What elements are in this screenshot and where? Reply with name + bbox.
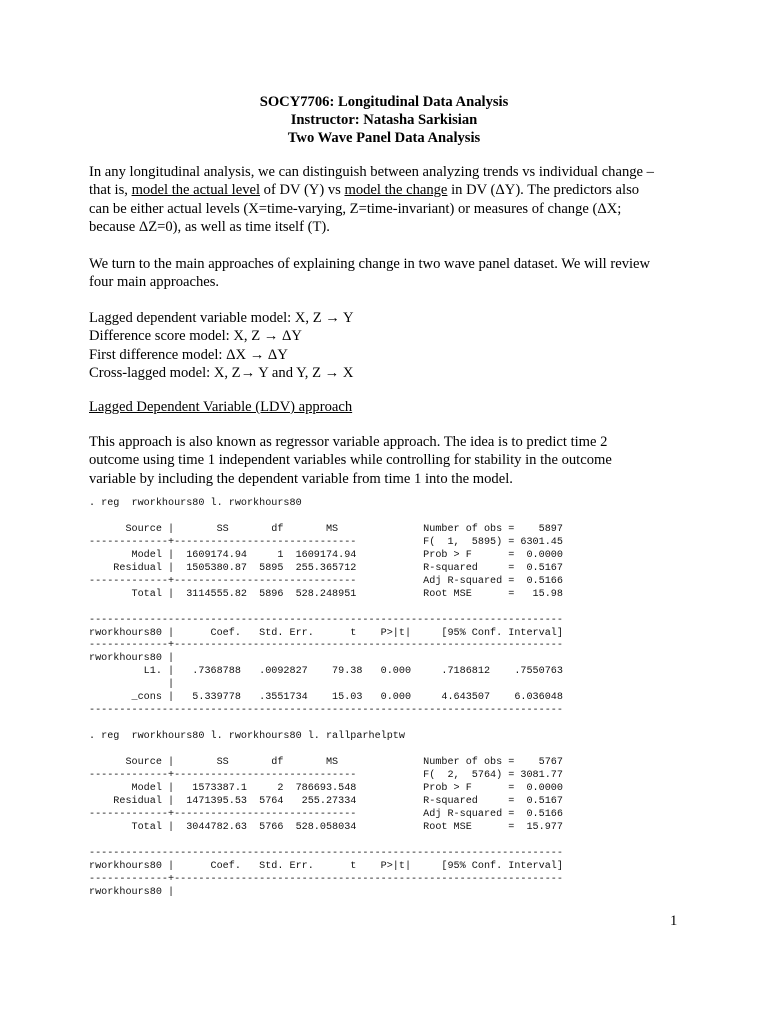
stata-output-line: Source | SS df MS Number of obs = 5897: [89, 523, 563, 535]
stata-output-line: rworkhours80 |: [89, 886, 175, 898]
intro-paragraph: [89, 163, 689, 236]
intro-line: [89, 181, 689, 199]
ldv-heading: Lagged Dependent Variable (LDV) approach: [89, 399, 353, 415]
stata-output-line: rworkhours80 | Coef. Std. Err. t P>|t| [95% Conf. Interval]: [89, 860, 563, 872]
stata-output-line: rworkhours80 |: [89, 653, 175, 665]
underlined-phrase-change: model the change: [344, 182, 448, 199]
intro-line: because ΔZ=0), as well as time itself (T).: [89, 218, 330, 235]
topic-title: Two Wave Panel Data Analysis: [287, 130, 481, 146]
stata-output-line: ------------------------------------------------------------------------------: [89, 705, 563, 717]
underlined-phrase-level: model the actual level: [131, 182, 261, 199]
model-item-difference-score: Difference score model: X, Z → ΔY: [89, 328, 302, 345]
model-item-first-difference: First difference model: ΔX → ΔY: [89, 346, 288, 363]
page-number: 1: [670, 913, 678, 929]
ldv-line: This approach is also known as regressor variable approach. The idea is to predict time 2: [89, 434, 608, 450]
stata-output-line: . reg rworkhours80 l. rworkhours80: [89, 498, 302, 509]
intro-text: of DV (Y) vs: [260, 182, 345, 199]
stata-output-line: Source | SS df MS Number of obs = 5767: [89, 757, 563, 769]
stata-output-line: -------------+----------------------------------------------------------------: [89, 640, 563, 652]
intro-text: in DV (ΔY). The predictors also: [447, 182, 640, 199]
intro-line: can be either actual levels (X=time-varying, Z=time-invariant) or measures of change (ΔX;: [89, 200, 622, 217]
stata-output-line: -------------+----------------------------------------------------------------: [89, 873, 563, 885]
model-item-cross-lagged: Cross-lagged model: X, Z→ Y and Y, Z → X: [89, 364, 354, 381]
stata-output-line: . reg rworkhours80 l. rworkhours80 l. rallparhelptw: [89, 731, 405, 743]
stata-output-line: Total | 3044782.63 5766 528.058034 Root MSE = 15.977: [89, 821, 563, 833]
stata-output-line: |: [89, 679, 175, 691]
stata-output-line: ------------------------------------------------------------------------------: [89, 614, 563, 626]
stata-output-line: -------------+------------------------------ F( 2, 5764) = 3081.77: [89, 770, 563, 782]
intro-text: that is,: [89, 182, 132, 199]
stata-output-line: rworkhours80 | Coef. Std. Err. t P>|t| [95% Conf. Interval]: [89, 627, 563, 639]
approaches-line: We turn to the main approaches of explaining change in two wave panel dataset. We will review: [89, 256, 651, 272]
document-header: [0, 93, 768, 147]
stata-output-line: -------------+------------------------------ F( 1, 5895) = 6301.45: [89, 536, 563, 548]
stata-output-line: Model | 1573387.1 2 786693.548 Prob > F = 0.0000: [89, 782, 563, 794]
stata-output-line: L1. | .7368788 .0092827 79.38 0.000 .7186812 .7550763: [89, 666, 563, 678]
stata-output-line: Total | 3114555.82 5896 528.248951 Root MSE = 15.98: [89, 588, 563, 600]
course-title: SOCY7706: Longitudinal Data Analysis: [259, 94, 509, 110]
ldv-line: variable by including the dependent variable from time 1 into the model.: [89, 470, 513, 487]
approaches-line: four main approaches.: [89, 274, 220, 291]
ldv-line: outcome using time 1 independent variables while controlling for stability in the outcome: [89, 452, 612, 469]
model-list: [89, 309, 689, 382]
stata-output-line: ------------------------------------------------------------------------------: [89, 847, 563, 859]
model-item-ldv: Lagged dependent variable model: X, Z → Y: [89, 310, 354, 326]
intro-line: In any longitudinal analysis, we can distinguish between analyzing trends vs individual change –: [89, 164, 654, 180]
stata-output-line: _cons | 5.339778 .3551734 15.03 0.000 4.643507 6.036048: [89, 692, 563, 704]
stata-regression-output: [89, 498, 689, 900]
ldv-paragraph: [89, 433, 689, 488]
stata-output-line: Model | 1609174.94 1 1609174.94 Prob > F = 0.0000: [89, 549, 563, 561]
stata-output-line: Residual | 1471395.53 5764 255.27334 R-squared = 0.5167: [89, 795, 563, 807]
stata-output-line: -------------+------------------------------ Adj R-squared = 0.5166: [89, 575, 563, 587]
instructor-line: Instructor: Natasha Sarkisian: [290, 112, 478, 128]
section-heading: [89, 398, 689, 416]
approaches-paragraph: [89, 255, 689, 292]
stata-output-line: Residual | 1505380.87 5895 255.365712 R-squared = 0.5167: [89, 562, 563, 574]
stata-output-line: -------------+------------------------------ Adj R-squared = 0.5166: [89, 808, 563, 820]
